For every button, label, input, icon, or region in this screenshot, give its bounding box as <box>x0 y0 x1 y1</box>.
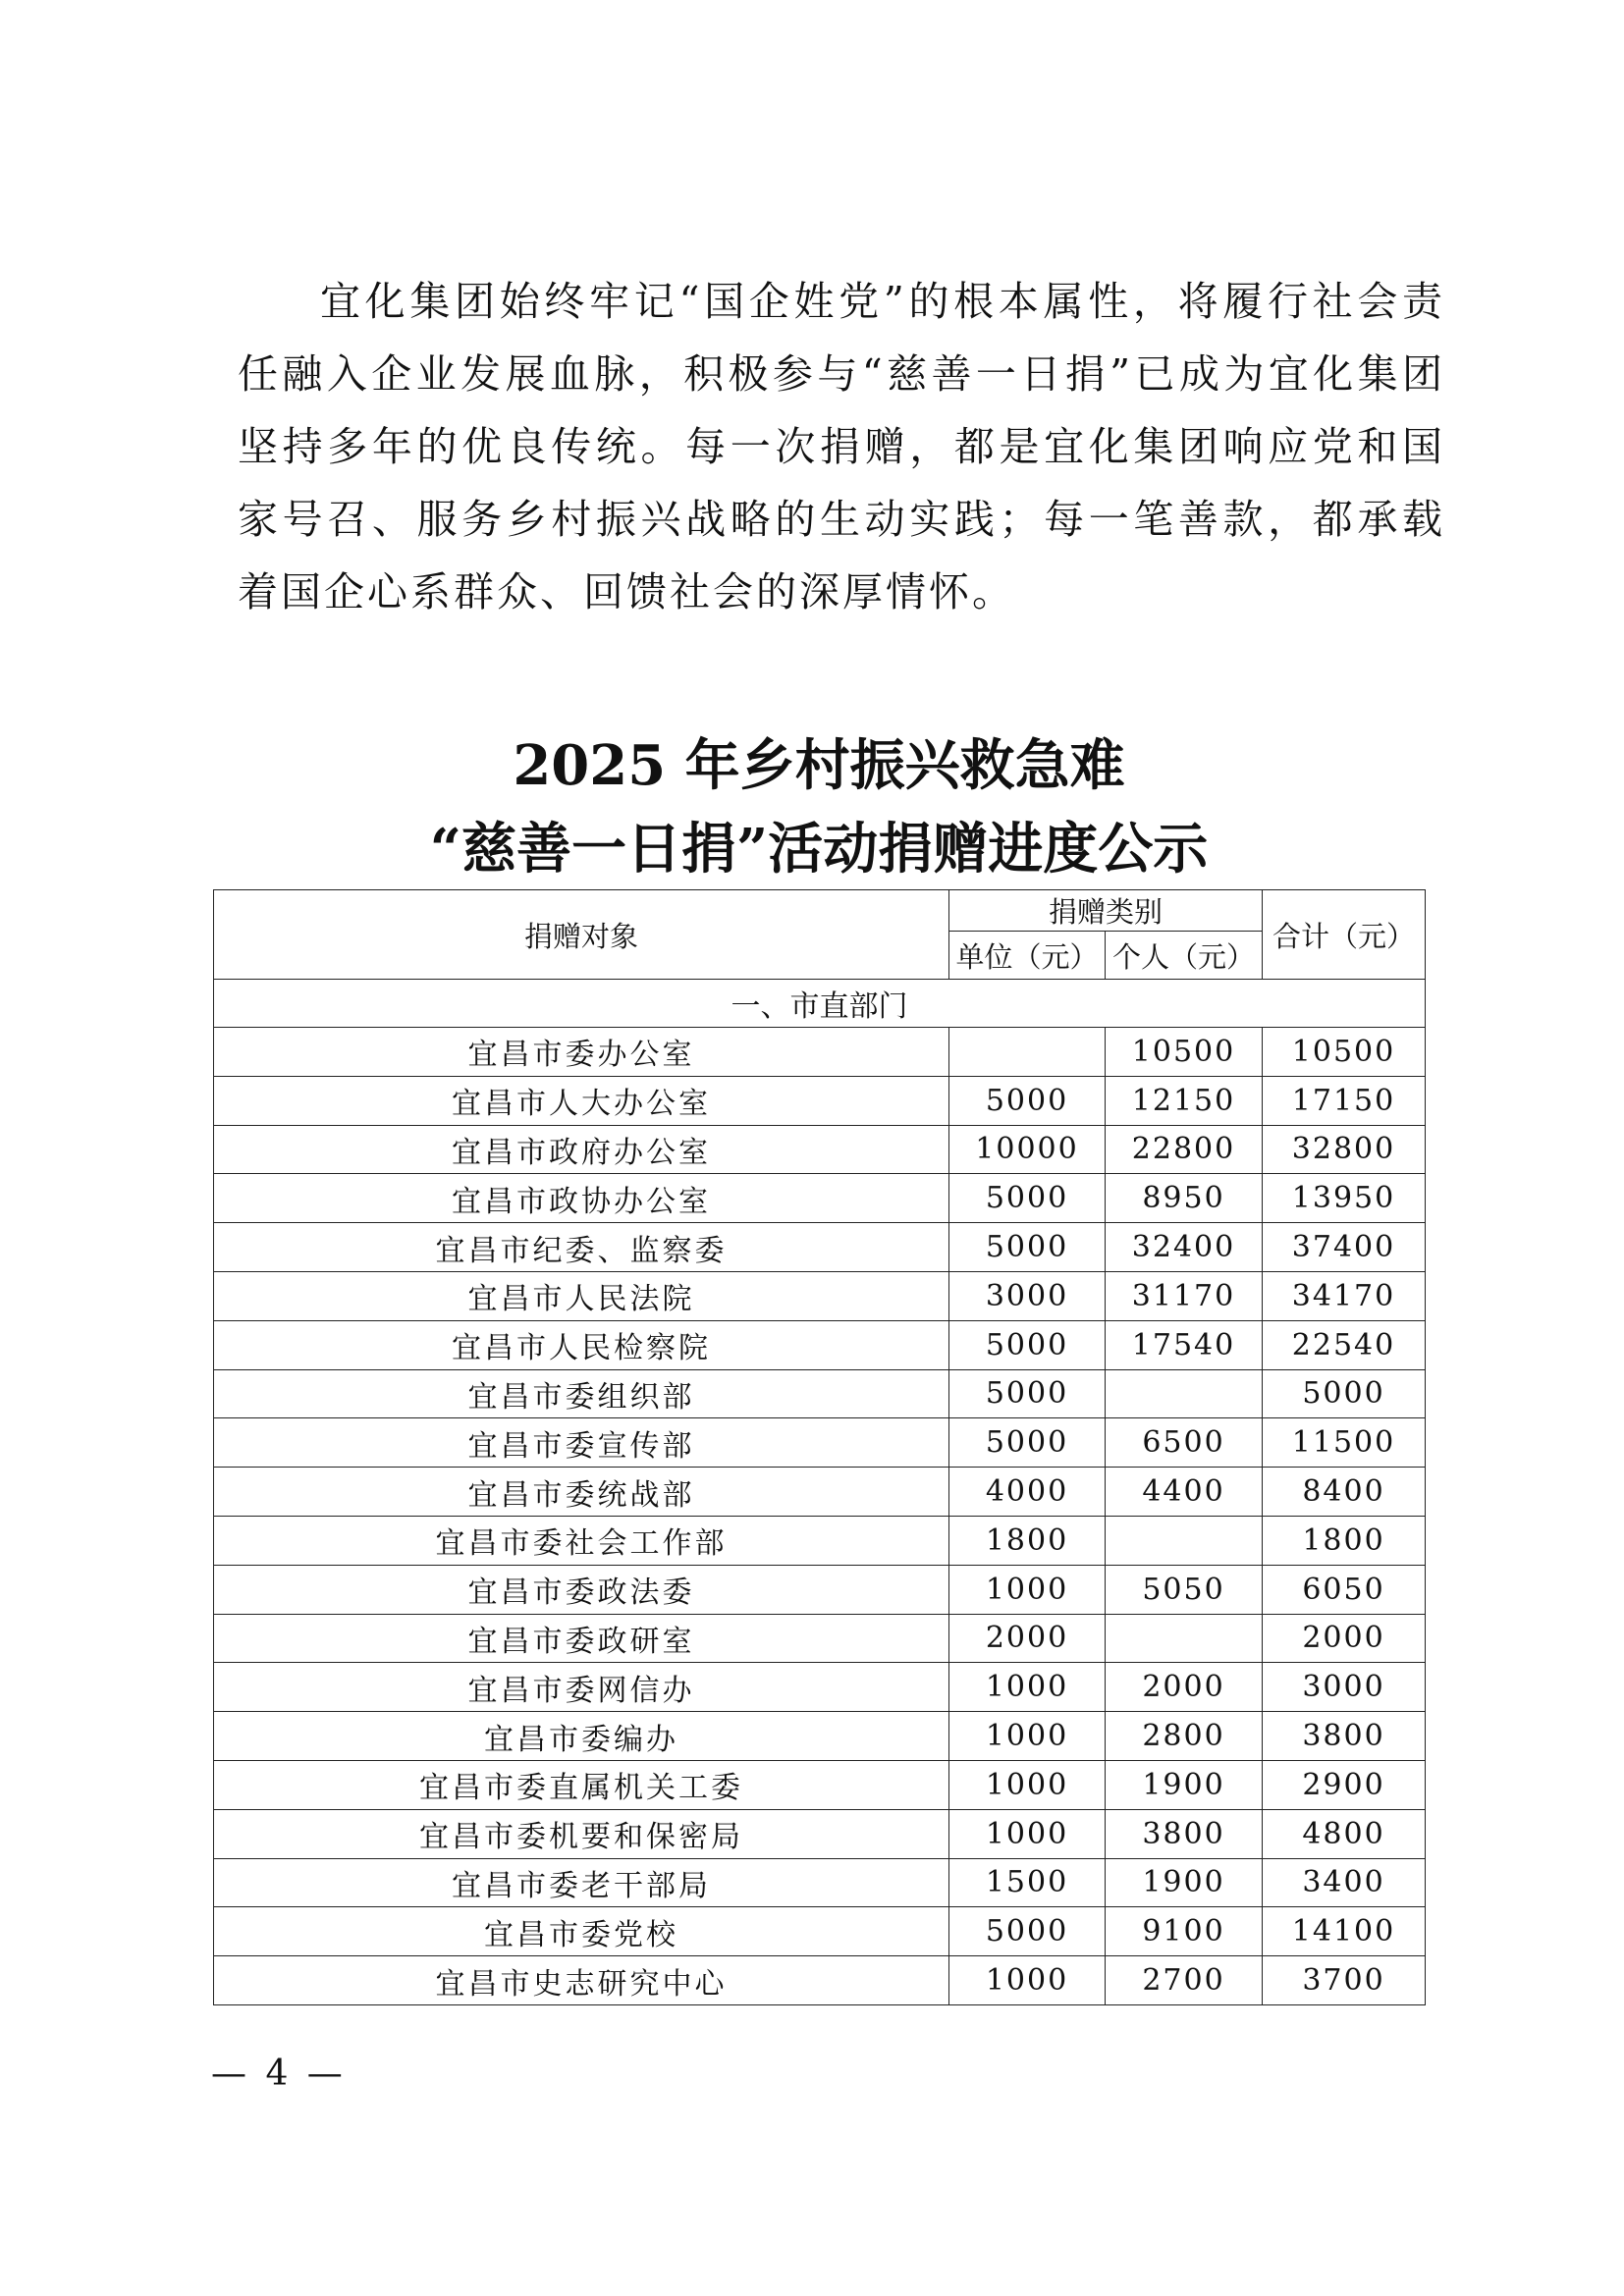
section-title: 一、市直部门 <box>214 980 1426 1028</box>
cell-name: 宜昌市委社会工作部 <box>214 1516 949 1565</box>
cell-total: 14100 <box>1263 1907 1426 1956</box>
title-line-2: “慈善一日捐”活动捐赠进度公示 <box>429 817 1209 881</box>
header-category: 捐赠类别 <box>949 890 1263 932</box>
table-row <box>214 1468 1426 1517</box>
cell-name: 宜昌市委统战部 <box>214 1468 949 1517</box>
table-row <box>214 1076 1426 1125</box>
table-row <box>214 1418 1426 1468</box>
cell-personal: 6500 <box>1106 1418 1263 1468</box>
cell-total: 2900 <box>1263 1760 1426 1809</box>
table-row <box>214 1223 1426 1272</box>
cell-name: 宜昌市委党校 <box>214 1907 949 1956</box>
table-row <box>214 1271 1426 1320</box>
cell-unit <box>949 1028 1106 1077</box>
cell-personal <box>1106 1516 1263 1565</box>
table-row <box>214 1663 1426 1712</box>
cell-personal: 2000 <box>1106 1663 1263 1712</box>
table-row <box>214 1565 1426 1614</box>
cell-personal: 4400 <box>1106 1468 1263 1517</box>
cell-personal: 31170 <box>1106 1271 1263 1320</box>
cell-name: 宜昌市委直属机关工委 <box>214 1760 949 1809</box>
cell-total: 3000 <box>1263 1663 1426 1712</box>
title-line-1: 2025 年乡村振兴救急难 <box>513 733 1125 798</box>
table-row <box>214 1809 1426 1858</box>
cell-total: 11500 <box>1263 1418 1426 1468</box>
table-row <box>214 1614 1426 1663</box>
cell-total: 22540 <box>1263 1320 1426 1369</box>
cell-name: 宜昌市委老干部局 <box>214 1858 949 1907</box>
cell-name: 宜昌市委组织部 <box>214 1369 949 1418</box>
cell-personal: 17540 <box>1106 1320 1263 1369</box>
cell-unit: 5000 <box>949 1223 1106 1272</box>
cell-name: 宜昌市政府办公室 <box>214 1125 949 1174</box>
cell-personal: 2700 <box>1106 1956 1263 2005</box>
cell-unit: 1000 <box>949 1663 1106 1712</box>
cell-total: 32800 <box>1263 1125 1426 1174</box>
cell-name: 宜昌市委政法委 <box>214 1565 949 1614</box>
cell-total: 8400 <box>1263 1468 1426 1517</box>
cell-total: 13950 <box>1263 1174 1426 1223</box>
cell-total: 3800 <box>1263 1712 1426 1761</box>
cell-unit: 1000 <box>949 1712 1106 1761</box>
donation-table <box>213 889 1426 2005</box>
table-row <box>214 1760 1426 1809</box>
page-number: — 4 — <box>211 2054 347 2094</box>
cell-personal: 5050 <box>1106 1565 1263 1614</box>
table-row <box>214 1712 1426 1761</box>
cell-unit: 1000 <box>949 1809 1106 1858</box>
cell-total: 1800 <box>1263 1516 1426 1565</box>
cell-personal: 8950 <box>1106 1174 1263 1223</box>
cell-name: 宜昌市委机要和保密局 <box>214 1809 949 1858</box>
cell-total: 34170 <box>1263 1271 1426 1320</box>
table-row <box>214 1858 1426 1907</box>
cell-unit: 5000 <box>949 1369 1106 1418</box>
cell-name: 宜昌市委办公室 <box>214 1028 949 1077</box>
cell-personal <box>1106 1369 1263 1418</box>
cell-name: 宜昌市委网信办 <box>214 1663 949 1712</box>
cell-name: 宜昌市纪委、监察委 <box>214 1223 949 1272</box>
section-row <box>214 980 1426 1028</box>
cell-total: 10500 <box>1263 1028 1426 1077</box>
cell-name: 宜昌市人民检察院 <box>214 1320 949 1369</box>
cell-total: 37400 <box>1263 1223 1426 1272</box>
cell-name: 宜昌市政协办公室 <box>214 1174 949 1223</box>
cell-name: 宜昌市委编办 <box>214 1712 949 1761</box>
cell-total: 2000 <box>1263 1614 1426 1663</box>
cell-unit: 10000 <box>949 1125 1106 1174</box>
header-target: 捐赠对象 <box>214 890 949 980</box>
cell-total: 5000 <box>1263 1369 1426 1418</box>
header-unit: 单位（元） <box>949 932 1106 980</box>
cell-unit: 5000 <box>949 1907 1106 1956</box>
cell-name: 宜昌市人大办公室 <box>214 1076 949 1125</box>
cell-unit: 1000 <box>949 1956 1106 2005</box>
cell-personal: 9100 <box>1106 1907 1263 1956</box>
intro-paragraph: 宜化集团始终牢记“国企姓党”的根本属性，将履行社会责任融入企业发展血脉，积极参与“慈善一日捐”已成为宜化集团坚持多年的优良传统。每一次捐赠，都是宜化集团响应党和国家号召、服务乡村振兴战略的生动实践；每一笔善款，都承载着国企心系群众、回馈社会的深厚情怀。 <box>238 278 1445 615</box>
cell-name: 宜昌市委宣传部 <box>214 1418 949 1468</box>
table-row <box>214 1956 1426 2005</box>
table-row <box>214 1028 1426 1077</box>
cell-unit: 1800 <box>949 1516 1106 1565</box>
table-row <box>214 1516 1426 1565</box>
cell-total: 4800 <box>1263 1809 1426 1858</box>
cell-name: 宜昌市史志研究中心 <box>214 1956 949 2005</box>
cell-total: 3700 <box>1263 1956 1426 2005</box>
table-row <box>214 1320 1426 1369</box>
cell-personal: 10500 <box>1106 1028 1263 1077</box>
table-row <box>214 1125 1426 1174</box>
cell-personal: 12150 <box>1106 1076 1263 1125</box>
cell-personal: 1900 <box>1106 1760 1263 1809</box>
cell-total: 17150 <box>1263 1076 1426 1125</box>
cell-personal: 1900 <box>1106 1858 1263 1907</box>
cell-personal <box>1106 1614 1263 1663</box>
header-personal: 个人（元） <box>1106 932 1263 980</box>
cell-personal: 22800 <box>1106 1125 1263 1174</box>
table-row <box>214 1369 1426 1418</box>
cell-name: 宜昌市委政研室 <box>214 1614 949 1663</box>
cell-unit: 5000 <box>949 1418 1106 1468</box>
cell-name: 宜昌市人民法院 <box>214 1271 949 1320</box>
cell-unit: 4000 <box>949 1468 1106 1517</box>
cell-unit: 5000 <box>949 1320 1106 1369</box>
cell-unit: 2000 <box>949 1614 1106 1663</box>
cell-unit: 5000 <box>949 1174 1106 1223</box>
cell-total: 3400 <box>1263 1858 1426 1907</box>
cell-personal: 3800 <box>1106 1809 1263 1858</box>
cell-unit: 1000 <box>949 1565 1106 1614</box>
cell-personal: 32400 <box>1106 1223 1263 1272</box>
cell-unit: 1500 <box>949 1858 1106 1907</box>
header-total: 合计（元） <box>1263 890 1426 980</box>
cell-unit: 1000 <box>949 1760 1106 1809</box>
cell-unit: 3000 <box>949 1271 1106 1320</box>
table-row <box>214 1174 1426 1223</box>
cell-personal: 2800 <box>1106 1712 1263 1761</box>
table-row <box>214 1907 1426 1956</box>
cell-total: 6050 <box>1263 1565 1426 1614</box>
cell-unit: 5000 <box>949 1076 1106 1125</box>
